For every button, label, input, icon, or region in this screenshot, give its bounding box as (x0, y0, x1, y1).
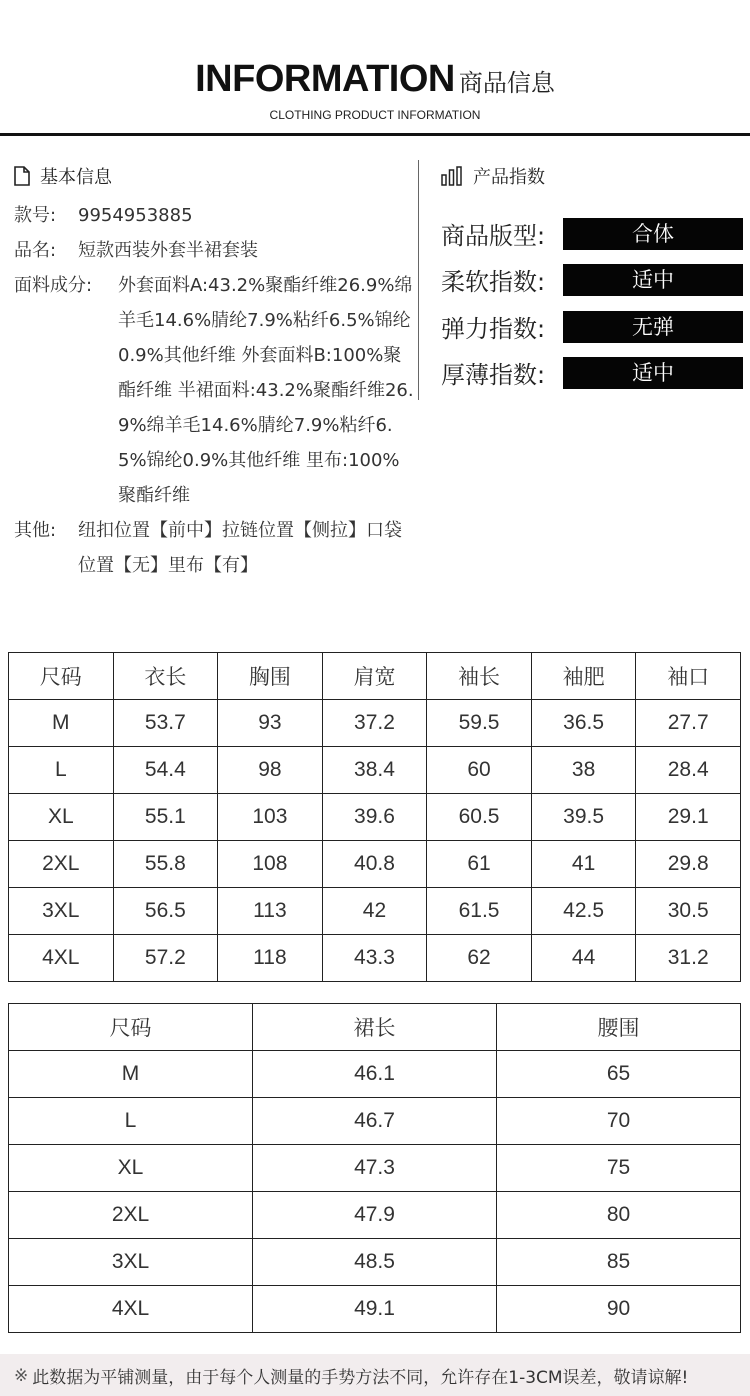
table-cell: 44 (531, 935, 636, 982)
table-cell: 90 (497, 1286, 741, 1333)
table-cell: 61.5 (427, 888, 532, 935)
table-cell: 39.6 (322, 794, 427, 841)
index-label: 厚薄指数: (441, 361, 546, 389)
table-row (9, 1192, 741, 1239)
table-header-cell: 裙长 (253, 1004, 497, 1051)
basic-info-title: 基本信息 (40, 167, 112, 188)
table-cell: 48.5 (253, 1239, 497, 1286)
table-cell: 4XL (9, 1286, 253, 1333)
table-cell: 55.1 (113, 794, 218, 841)
table-cell: M (9, 700, 114, 747)
table-cell: 56.5 (113, 888, 218, 935)
table-cell: 55.8 (113, 841, 218, 888)
table-cell: XL (9, 1145, 253, 1192)
table-row (9, 794, 741, 841)
name-row (14, 233, 414, 268)
table-cell: 31.2 (636, 935, 741, 982)
title-cn: 商品信息 (458, 69, 555, 97)
index-label: 弹力指数: (441, 315, 546, 343)
table-cell: 93 (218, 700, 323, 747)
table-cell: 61 (427, 841, 532, 888)
fabric-label: 面料成分: (14, 275, 93, 296)
table-header-cell: 肩宽 (322, 653, 427, 700)
table-row (9, 1239, 741, 1286)
fabric-value: 外套面料A:43.2%聚酯纤维26.9%绵羊毛14.6%腈纶7.9%粘纤6.5%锦纶0.9%其他纤维 外套面料B:100%聚酯纤维 半裙面料:43.2%聚酯纤维26.9%绵羊毛14.6%腈纶7.9%粘纤6.5%锦纶0.9%其他纤维 里布:100%聚酯纤维 (118, 275, 414, 506)
table-cell: 60 (427, 747, 532, 794)
table-row (9, 1051, 741, 1098)
index-value: 无弹 (563, 311, 743, 343)
table-cell: XL (9, 794, 114, 841)
footer-note-bar (0, 1354, 750, 1396)
other-label: 其他: (14, 520, 57, 541)
table-cell: 49.1 (253, 1286, 497, 1333)
fabric-row (14, 268, 414, 513)
table-cell: 80 (497, 1192, 741, 1239)
table-cell: 27.7 (636, 700, 741, 747)
index-row-elasticity (441, 309, 743, 344)
table-cell: 103 (218, 794, 323, 841)
table-cell: 43.3 (322, 935, 427, 982)
table-cell: 40.8 (322, 841, 427, 888)
table-row (9, 700, 741, 747)
table-row (9, 1145, 741, 1192)
table-cell: M (9, 1051, 253, 1098)
table-row (9, 1286, 741, 1333)
table-cell: 29.8 (636, 841, 741, 888)
table-cell: 113 (218, 888, 323, 935)
table-cell: L (9, 747, 114, 794)
table-header-cell: 衣长 (113, 653, 218, 700)
table-row (9, 747, 741, 794)
table-cell: 41 (531, 841, 636, 888)
table-cell: 37.2 (322, 700, 427, 747)
table-row (9, 1098, 741, 1145)
index-row-thickness (441, 355, 743, 390)
index-value: 适中 (563, 357, 743, 389)
table-cell: 85 (497, 1239, 741, 1286)
table-cell: 38 (531, 747, 636, 794)
table-cell: 39.5 (531, 794, 636, 841)
table-header-cell: 胸围 (218, 653, 323, 700)
table-cell: 65 (497, 1051, 741, 1098)
skirt-size-table (8, 1003, 741, 1333)
table-cell: 57.2 (113, 935, 218, 982)
index-value: 适中 (563, 264, 743, 296)
table-cell: L (9, 1098, 253, 1145)
index-label: 商品版型: (441, 222, 546, 250)
index-label: 柔软指数: (441, 268, 546, 296)
table-cell: 42.5 (531, 888, 636, 935)
table-cell: 98 (218, 747, 323, 794)
table-cell: 28.4 (636, 747, 741, 794)
subtitle: CLOTHING PRODUCT INFORMATION (269, 108, 481, 122)
name-value: 短款西装外套半裙套装 (78, 240, 258, 261)
product-index-title: 产品指数 (473, 167, 545, 188)
table-cell: 36.5 (531, 700, 636, 747)
table-header-cell: 尺码 (9, 653, 114, 700)
table-row (9, 841, 741, 888)
basic-info-heading (14, 163, 112, 189)
table-cell: 75 (497, 1145, 741, 1192)
table-cell: 62 (427, 935, 532, 982)
table-row (9, 935, 741, 982)
header-divider (0, 133, 750, 136)
bar-chart-icon (441, 166, 463, 186)
table-cell: 29.1 (636, 794, 741, 841)
table-cell: 53.7 (113, 700, 218, 747)
table-cell: 42 (322, 888, 427, 935)
other-row (14, 513, 414, 583)
style-no-label: 款号: (14, 205, 57, 226)
table-cell: 47.3 (253, 1145, 497, 1192)
table-cell: 47.9 (253, 1192, 497, 1239)
style-no-value: 9954953885 (78, 205, 193, 226)
table-header-cell: 袖长 (427, 653, 532, 700)
product-index-heading (441, 163, 545, 189)
table-header-row (9, 653, 741, 700)
table-cell: 70 (497, 1098, 741, 1145)
table-header-cell: 袖口 (636, 653, 741, 700)
top-size-table (8, 652, 741, 982)
footer-note-text: 此数据为平铺测量，由于每个人测量的手势方法不同，允许存在1-3CM误差，敬请谅解! (32, 1368, 689, 1388)
section-divider (418, 160, 419, 400)
footer-note (14, 1363, 688, 1388)
title-row (0, 58, 750, 101)
table-cell: 38.4 (322, 747, 427, 794)
table-cell: 2XL (9, 1192, 253, 1239)
table-cell: 4XL (9, 935, 114, 982)
style-no-row (14, 198, 414, 233)
index-row-fit (441, 216, 743, 251)
basic-info (14, 198, 414, 583)
table-cell: 3XL (9, 1239, 253, 1286)
table-cell: 2XL (9, 841, 114, 888)
name-label: 品名: (14, 240, 57, 261)
index-row-softness (441, 262, 743, 297)
table-cell: 46.7 (253, 1098, 497, 1145)
table-header-cell: 袖肥 (531, 653, 636, 700)
table-cell: 46.1 (253, 1051, 497, 1098)
table-header-cell: 尺码 (9, 1004, 253, 1051)
document-icon (14, 166, 30, 186)
table-row (9, 888, 741, 935)
index-value: 合体 (563, 218, 743, 250)
page-header (0, 0, 750, 137)
table-cell: 30.5 (636, 888, 741, 935)
table-cell: 60.5 (427, 794, 532, 841)
table-header-cell: 腰围 (497, 1004, 741, 1051)
table-header-row (9, 1004, 741, 1051)
table-cell: 54.4 (113, 747, 218, 794)
other-value: 纽扣位置【前中】拉链位置【侧拉】口袋位置【无】里布【有】 (78, 520, 402, 576)
reference-mark-icon: ※ (14, 1365, 29, 1386)
table-cell: 118 (218, 935, 323, 982)
table-cell: 59.5 (427, 700, 532, 747)
table-cell: 108 (218, 841, 323, 888)
title-en: INFORMATION (195, 58, 455, 100)
table-cell: 3XL (9, 888, 114, 935)
